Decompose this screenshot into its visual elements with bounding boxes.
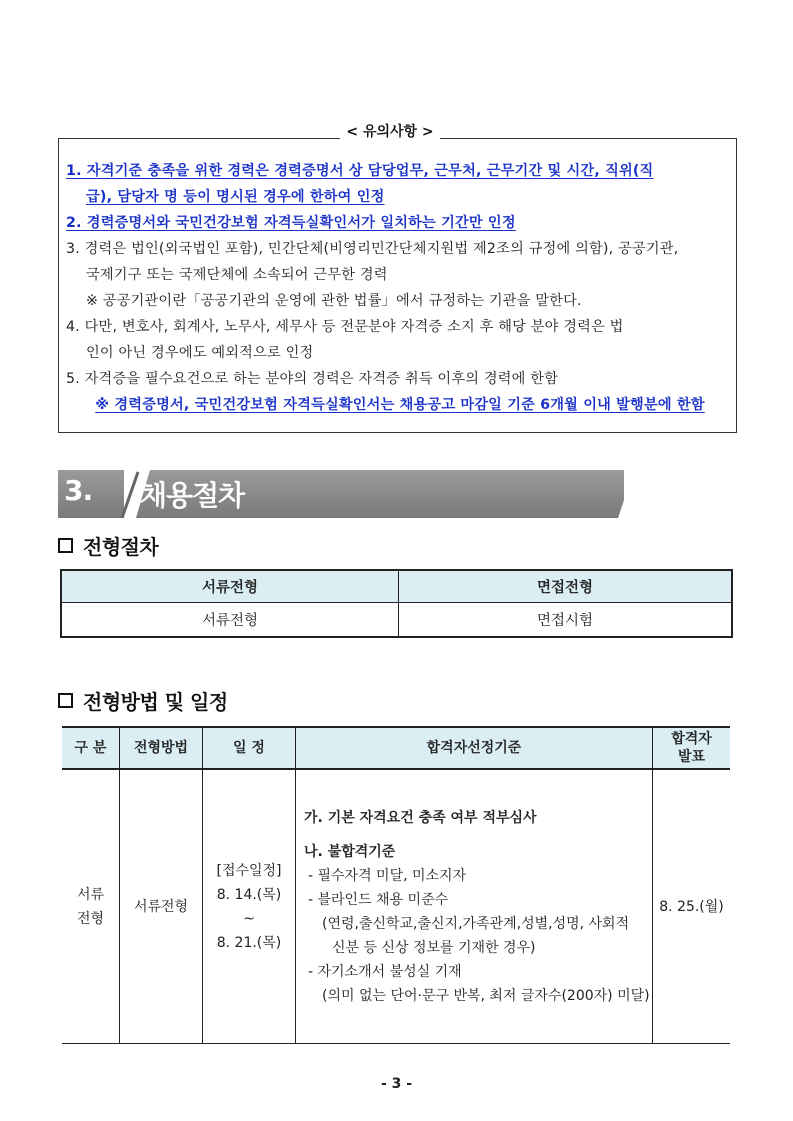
header-method: 전형방법	[120, 727, 203, 769]
notice-line-1-cont: 급), 담당자 명 등이 명시된 경우에 한하여 인정	[86, 189, 385, 205]
procedure-header-row	[61, 570, 732, 603]
notice-line-3-note: ※ 공공기관이란「공공기관의 운영에 관한 법률」에서 규정하는 기관을 말한다.	[86, 293, 582, 309]
notice-line-3: 3. 경력은 법인(외국법인 포함), 민간단체(비영리민간단체지원법 제2조의 규정에 의함), 공공기관,	[66, 241, 679, 257]
section-title: 채용절차	[140, 479, 245, 512]
schedule-table	[62, 726, 730, 1044]
notice-line-4-cont: 인이 아닌 경우에도 예외적으로 인정	[86, 345, 314, 361]
procedure-table	[60, 569, 733, 638]
cell-date	[203, 769, 296, 1044]
criteria-line-7: - 자기소개서 불성실 기재	[308, 963, 462, 980]
schedule-heading-text: 전형방법 및 일정	[83, 690, 228, 714]
criteria-line-2: 나. 불합격기준	[304, 843, 396, 860]
section-number: 3.	[64, 474, 93, 507]
header-date: 일 정	[203, 727, 296, 769]
cell-category	[62, 769, 120, 1044]
procedure-heading	[58, 531, 158, 560]
criteria-line-8: (의미 없는 단어·문구 반복, 최저 글자수(200자) 미달)	[322, 987, 650, 1004]
header-announce	[653, 727, 731, 769]
notice-line-4: 4. 다만, 변호사, 회계사, 노무사, 세무사 등 전문분야 자격증 소지 후 해당 분야 경력은 법	[66, 319, 624, 335]
header-announce-line2: 발표	[677, 749, 706, 765]
schedule-heading	[58, 686, 228, 715]
notice-line-3-cont: 국제기구 또는 국제단체에 소속되어 근무한 경력	[86, 267, 388, 283]
procedure-header-document: 서류전형	[61, 570, 399, 603]
criteria-line-4: - 블라인드 채용 미준수	[308, 891, 449, 908]
notice-line-1: 1. 자격기준 충족을 위한 경력은 경력증명서 상 담당업무, 근무처, 근무기간 및 시간, 직위(직	[66, 163, 654, 179]
page-number: - 3 -	[380, 1076, 413, 1092]
notice-line-5: 5. 자격증을 필수요건으로 하는 분야의 경력은 자격증 취득 이후의 경력에 한함	[66, 371, 559, 387]
checkbox-icon	[58, 538, 73, 553]
date-line1: [접수일정]	[216, 862, 282, 879]
notice-content	[66, 158, 734, 418]
category-line1: 서류	[76, 886, 105, 903]
notice-line-note: ※ 경력증명서, 국민건강보험 자격득실확인서는 채용공고 마감일 기준 6개월 이내 발행분에 한함	[95, 397, 705, 413]
header-criteria: 합격자선정기준	[296, 727, 653, 769]
checkbox-icon	[58, 693, 73, 708]
procedure-cell-document: 서류전형	[61, 603, 399, 638]
procedure-heading-text: 전형절차	[83, 535, 159, 559]
procedure-cell-interview: 면접시험	[399, 603, 733, 638]
schedule-header-row	[62, 727, 730, 769]
schedule-row	[62, 769, 730, 1044]
date-line2: 8. 14.(목)	[216, 886, 282, 903]
procedure-row	[61, 603, 732, 638]
criteria-line-5: (연령,출신학교,출신지,가족관계,성별,성명, 사회적	[322, 915, 630, 932]
notice-line-2: 2. 경력증명서와 국민건강보험 자격득실확인서가 일치하는 기간만 인정	[66, 215, 516, 231]
date-line4: 8. 21.(목)	[216, 934, 282, 951]
criteria-line-1: 가. 기본 자격요건 충족 여부 적부심사	[304, 809, 537, 826]
cell-announce: 8. 25.(월)	[653, 769, 731, 1044]
cell-method: 서류전형	[120, 769, 203, 1044]
header-category: 구 분	[62, 727, 120, 769]
criteria-line-6: 신분 등 신상 정보를 기재한 경우)	[332, 939, 536, 956]
procedure-header-interview: 면접전형	[399, 570, 733, 603]
date-line3: ~	[243, 910, 255, 927]
header-announce-line1: 합격자	[671, 731, 712, 747]
category-line2: 전형	[76, 910, 105, 927]
cell-criteria	[296, 769, 653, 1044]
section-header	[58, 470, 624, 518]
criteria-line-3: - 필수자격 미달, 미소지자	[308, 867, 467, 884]
notice-title: < 유의사항 >	[340, 121, 440, 143]
